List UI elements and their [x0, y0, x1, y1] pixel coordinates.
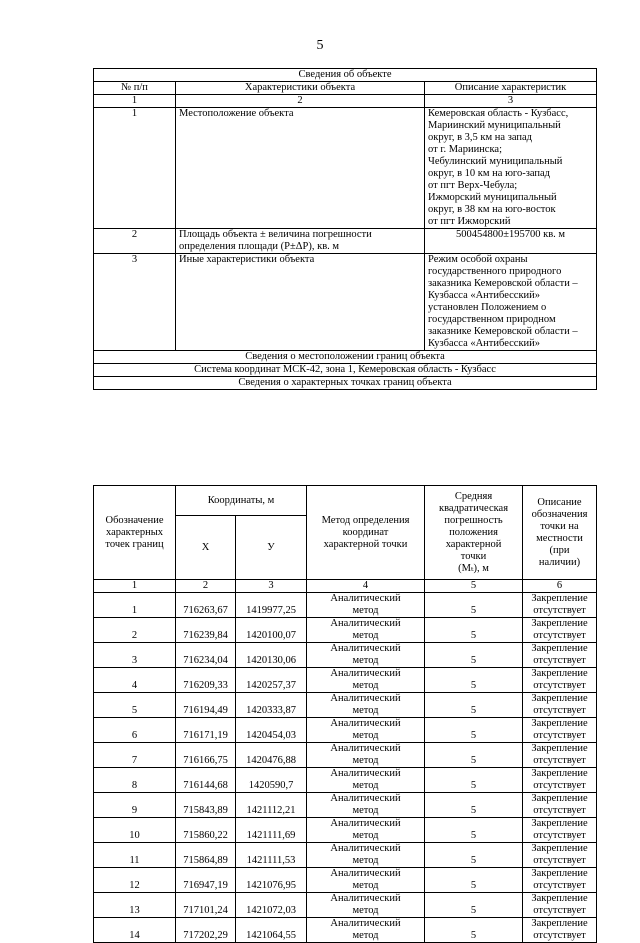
point-method-line: метод — [352, 730, 379, 741]
point-x: 717202,29 — [176, 918, 236, 943]
point-number: 2 — [94, 618, 176, 643]
point-number: 5 — [94, 693, 176, 718]
point-description — [523, 768, 597, 793]
point-method-line: Аналитический — [330, 868, 401, 879]
point-number: 4 — [94, 668, 176, 693]
point-y: 1420590,7 — [236, 768, 307, 793]
point-description-line: отсутствует — [533, 780, 586, 791]
point-method-line: Аналитический — [330, 843, 401, 854]
table-row — [94, 618, 597, 643]
point-method-line: Аналитический — [330, 618, 401, 629]
point-x: 716209,33 — [176, 668, 236, 693]
point-x: 716144,68 — [176, 768, 236, 793]
point-method — [307, 718, 425, 743]
point-method-line: метод — [352, 805, 379, 816]
header-line: квадратическая — [438, 502, 509, 514]
point-description — [523, 668, 597, 693]
header-method — [307, 486, 425, 580]
point-method-line: метод — [352, 830, 379, 841]
point-x: 715843,89 — [176, 793, 236, 818]
header-description: Описание характеристик — [425, 82, 597, 95]
row-num: 3 — [94, 254, 176, 351]
table-row — [94, 743, 597, 768]
table-row — [94, 868, 597, 893]
table-row — [94, 843, 597, 868]
point-y: 1420454,03 — [236, 718, 307, 743]
point-y: 1420130,06 — [236, 643, 307, 668]
point-description — [523, 593, 597, 618]
desc-line: установлен Положением о — [428, 302, 547, 313]
header-line: погрешность — [444, 514, 503, 526]
point-description-line: Закрепление — [531, 768, 588, 779]
row-num: 1 — [94, 108, 176, 229]
point-x: 716194,49 — [176, 693, 236, 718]
point-y: 1421112,21 — [236, 793, 307, 818]
point-x: 716171,19 — [176, 718, 236, 743]
desc-line: Мариинский муниципальный — [428, 120, 561, 131]
point-number: 9 — [94, 793, 176, 818]
point-method — [307, 768, 425, 793]
header-point-designation — [94, 486, 176, 580]
point-y: 1419977,25 — [236, 593, 307, 618]
table-row — [94, 593, 597, 618]
header-point-description — [523, 486, 597, 580]
point-description-line: Закрепление — [531, 618, 588, 629]
point-description-line: отсутствует — [533, 605, 586, 616]
point-description-line: отсутствует — [533, 855, 586, 866]
header-line: точек границ — [105, 538, 164, 550]
point-method-line: метод — [352, 780, 379, 791]
point-number: 13 — [94, 893, 176, 918]
table-row — [94, 918, 597, 943]
header-x: X — [176, 516, 236, 580]
point-x: 715864,89 — [176, 843, 236, 868]
point-description-line: Закрепление — [531, 918, 588, 929]
desc-line: от г. Мариинска; — [428, 144, 502, 155]
table-row — [94, 718, 597, 743]
header-line: точки на — [540, 520, 579, 532]
boundary-title: Сведения о местоположении границ объекта — [94, 351, 597, 364]
point-description-line: отсутствует — [533, 805, 586, 816]
point-description-line: Закрепление — [531, 643, 588, 654]
point-y: 1421064,55 — [236, 918, 307, 943]
row-description: 500454800±195700 кв. м — [425, 229, 597, 254]
col-number-1: 1 — [94, 580, 176, 593]
row-description — [425, 254, 597, 351]
point-description — [523, 843, 597, 868]
col-number-5: 5 — [425, 580, 523, 593]
point-x: 717101,24 — [176, 893, 236, 918]
point-method-line: Аналитический — [330, 768, 401, 779]
point-rmse: 5 — [425, 868, 523, 893]
point-description-line: отсутствует — [533, 830, 586, 841]
point-description-line: Закрепление — [531, 743, 588, 754]
point-number: 10 — [94, 818, 176, 843]
point-x: 716166,75 — [176, 743, 236, 768]
point-x: 716947,19 — [176, 868, 236, 893]
point-method — [307, 918, 425, 943]
point-method-line: Аналитический — [330, 718, 401, 729]
header-line: Описание — [537, 496, 582, 508]
point-number: 14 — [94, 918, 176, 943]
points-title: Сведения о характерных точках границ объекта — [94, 377, 597, 390]
header-rmse — [425, 486, 523, 580]
header-line: характерных — [105, 526, 164, 538]
point-description-line: Закрепление — [531, 668, 588, 679]
point-rmse: 5 — [425, 693, 523, 718]
coordinate-system: Система координат МСК-42, зона 1, Кемеровская область - Кузбасс — [94, 364, 597, 377]
desc-line: округ, в 10 км на юго-запад — [428, 168, 550, 179]
object-info-title: Сведения об объекте — [94, 69, 597, 82]
row-description — [425, 108, 597, 229]
point-description-line: Закрепление — [531, 868, 588, 879]
point-description-line: Закрепление — [531, 893, 588, 904]
point-description-line: отсутствует — [533, 630, 586, 641]
point-x: 716263,67 — [176, 593, 236, 618]
point-y: 1420257,37 — [236, 668, 307, 693]
col-number-1: 1 — [94, 95, 176, 108]
point-y: 1421111,69 — [236, 818, 307, 843]
desc-line: от пгт Ижморский — [428, 216, 511, 227]
col-number-3: 3 — [425, 95, 597, 108]
col-number-2: 2 — [176, 95, 425, 108]
point-description-line: отсутствует — [533, 755, 586, 766]
point-x: 715860,22 — [176, 818, 236, 843]
point-method-line: метод — [352, 855, 379, 866]
header-line: характерной — [445, 538, 502, 550]
table-row — [94, 818, 597, 843]
desc-line: Кемеровская область - Кузбасс, — [428, 108, 569, 119]
desc-line: Режим особой охраны — [428, 254, 528, 265]
point-description-line: Закрепление — [531, 818, 588, 829]
point-description — [523, 893, 597, 918]
point-description — [523, 793, 597, 818]
header-line: наличии) — [538, 556, 581, 568]
point-method-line: метод — [352, 680, 379, 691]
point-method — [307, 668, 425, 693]
point-method-line: метод — [352, 605, 379, 616]
point-method-line: Аналитический — [330, 918, 401, 929]
point-y: 1421111,53 — [236, 843, 307, 868]
row-characteristic: Иные характеристики объекта — [176, 254, 425, 351]
point-x: 716234,04 — [176, 643, 236, 668]
table-row — [94, 893, 597, 918]
point-description — [523, 643, 597, 668]
col-number-4: 4 — [307, 580, 425, 593]
desc-line: Ижморский муниципальный — [428, 192, 557, 203]
point-y: 1420100,07 — [236, 618, 307, 643]
point-method — [307, 868, 425, 893]
point-method-line: Аналитический — [330, 593, 401, 604]
point-rmse: 5 — [425, 618, 523, 643]
point-description-line: отсутствует — [533, 655, 586, 666]
page-number: 5 — [316, 38, 324, 53]
header-line: координат — [342, 526, 389, 538]
header-y: У — [236, 516, 307, 580]
point-description-line: Закрепление — [531, 843, 588, 854]
char-line: Площадь объекта ± величина погрешности — [179, 229, 372, 240]
point-method — [307, 793, 425, 818]
point-method-line: Аналитический — [330, 793, 401, 804]
point-rmse: 5 — [425, 718, 523, 743]
table-row — [94, 768, 597, 793]
char-line: определения площади (P±ΔP), кв. м — [179, 241, 340, 252]
point-number: 11 — [94, 843, 176, 868]
point-rmse: 5 — [425, 843, 523, 868]
point-method — [307, 593, 425, 618]
point-method — [307, 893, 425, 918]
col-number-3: 3 — [236, 580, 307, 593]
points-table — [93, 485, 597, 943]
point-method-line: метод — [352, 930, 379, 941]
point-description-line: Закрепление — [531, 793, 588, 804]
desc-line: Кузбасса «Антибесский» — [428, 290, 541, 301]
point-description-line: отсутствует — [533, 930, 586, 941]
point-description — [523, 718, 597, 743]
header-line: положения — [449, 526, 498, 538]
point-description-line: отсутствует — [533, 730, 586, 741]
point-method — [307, 643, 425, 668]
point-description-line: Закрепление — [531, 718, 588, 729]
point-x: 716239,84 — [176, 618, 236, 643]
point-description-line: Закрепление — [531, 693, 588, 704]
point-rmse: 5 — [425, 668, 523, 693]
point-rmse: 5 — [425, 918, 523, 943]
point-method — [307, 843, 425, 868]
point-method-line: Аналитический — [330, 743, 401, 754]
point-method — [307, 743, 425, 768]
header-line: (при — [549, 544, 570, 556]
point-method-line: Аналитический — [330, 668, 401, 679]
header-line: Средняя — [454, 490, 493, 502]
desc-line: округ, в 3,5 км на запад — [428, 132, 532, 143]
desc-line: Кузбасса «Антибесский» — [428, 338, 541, 349]
point-method-line: метод — [352, 905, 379, 916]
col-number-2: 2 — [176, 580, 236, 593]
header-line: местности — [536, 532, 583, 544]
point-y: 1420333,87 — [236, 693, 307, 718]
desc-line: государственном природном — [428, 314, 556, 325]
point-method-line: Аналитический — [330, 643, 401, 654]
table-row — [94, 793, 597, 818]
point-description — [523, 918, 597, 943]
point-method-line: Аналитический — [330, 893, 401, 904]
header-coordinates: Координаты, м — [176, 486, 307, 516]
point-description — [523, 818, 597, 843]
point-description-line: отсутствует — [533, 905, 586, 916]
point-rmse: 5 — [425, 743, 523, 768]
point-description — [523, 743, 597, 768]
header-characteristic: Характеристики объекта — [176, 82, 425, 95]
point-rmse: 5 — [425, 768, 523, 793]
desc-line: округ, в 38 км на юго-восток — [428, 204, 556, 215]
row-num: 2 — [94, 229, 176, 254]
point-description — [523, 868, 597, 893]
header-line: характерной точки — [323, 538, 408, 550]
point-number: 8 — [94, 768, 176, 793]
header-line: Обозначение — [105, 514, 164, 526]
col-number-6: 6 — [523, 580, 597, 593]
desc-line: Чебулинский муниципальный — [428, 156, 563, 167]
point-method — [307, 618, 425, 643]
point-description-line: отсутствует — [533, 680, 586, 691]
point-number: 7 — [94, 743, 176, 768]
object-info-table — [93, 68, 597, 390]
point-description — [523, 693, 597, 718]
points-body — [94, 593, 597, 943]
point-method-line: метод — [352, 880, 379, 891]
point-rmse: 5 — [425, 793, 523, 818]
row-characteristic: Местоположение объекта — [176, 108, 425, 229]
point-method-line: метод — [352, 755, 379, 766]
point-number: 1 — [94, 593, 176, 618]
point-method — [307, 818, 425, 843]
header-line: обозначения — [531, 508, 588, 520]
point-rmse: 5 — [425, 893, 523, 918]
point-y: 1420476,88 — [236, 743, 307, 768]
point-method-line: метод — [352, 655, 379, 666]
header-line: Метод определения — [321, 514, 410, 526]
point-method-line: метод — [352, 630, 379, 641]
point-description — [523, 618, 597, 643]
table-row — [94, 643, 597, 668]
point-rmse: 5 — [425, 593, 523, 618]
point-method-line: Аналитический — [330, 693, 401, 704]
desc-line: заказнике Кемеровской области – — [428, 326, 578, 337]
table-row — [94, 668, 597, 693]
point-number: 6 — [94, 718, 176, 743]
point-number: 12 — [94, 868, 176, 893]
header-line: (Мₜ), м — [458, 562, 489, 574]
point-description-line: отсутствует — [533, 880, 586, 891]
point-rmse: 5 — [425, 818, 523, 843]
header-line: точки — [460, 550, 487, 562]
point-y: 1421072,03 — [236, 893, 307, 918]
point-description-line: Закрепление — [531, 593, 588, 604]
point-method-line: метод — [352, 705, 379, 716]
desc-line: заказника Кемеровской области – — [428, 278, 578, 289]
header-num: № п/п — [94, 82, 176, 95]
row-characteristic — [176, 229, 425, 254]
desc-line: от пгт Верх-Чебула; — [428, 180, 518, 191]
point-method-line: Аналитический — [330, 818, 401, 829]
point-method — [307, 693, 425, 718]
point-y: 1421076,95 — [236, 868, 307, 893]
point-description-line: отсутствует — [533, 705, 586, 716]
desc-line: государственного природного — [428, 266, 562, 277]
point-rmse: 5 — [425, 643, 523, 668]
point-number: 3 — [94, 643, 176, 668]
table-row — [94, 693, 597, 718]
